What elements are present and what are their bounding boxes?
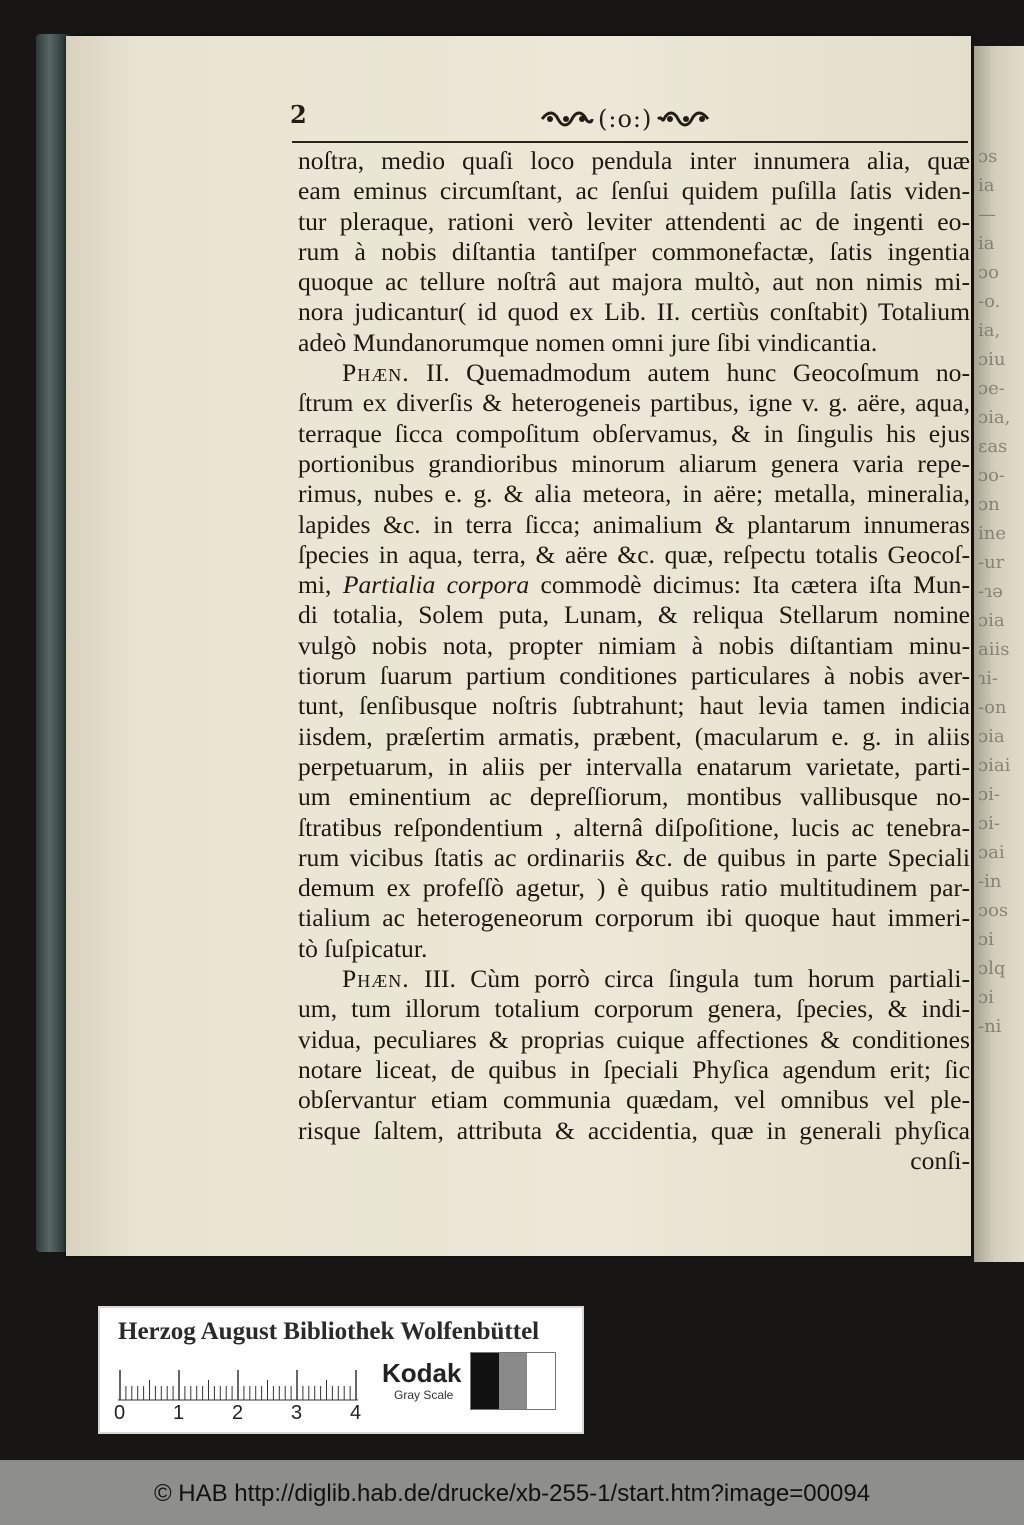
show-through-fragment: -o.	[978, 291, 1001, 312]
text-line: di totalia, Solem puta, Lunam, & reliqua Stellarum nomine	[298, 600, 970, 630]
show-through-fragment: -in	[978, 871, 1002, 892]
text-line-phaen-iii	[298, 964, 970, 994]
show-through-fragment: ɔiu	[978, 349, 1006, 370]
show-through-fragment: ia,	[978, 320, 1001, 341]
phaen-marker: Phæn.	[342, 358, 410, 388]
phaen-ii-text: II. Quemadmodum autem hunc Geocoſmum no-	[426, 358, 970, 388]
show-through-fragment: ɔi-	[978, 813, 1000, 834]
text-line: quoque ac tellure noſtrâ aut majora multò, aut non nimis mi-	[298, 267, 970, 297]
show-through-fragment: ia	[978, 233, 995, 254]
text-line: um, tum illorum totalium corporum genera, ſpecies, & indi-	[298, 994, 970, 1024]
show-through-fragment: ɔe-	[978, 378, 1005, 399]
body-text	[298, 146, 970, 1176]
text-line: noſtra, medio quaſi loco pendula inter innumera alia, quæ	[298, 146, 970, 175]
text-line: ſpecies in aqua, terra, & aëre &c. quæ, reſpectu totalis Geocoſ-	[298, 539, 970, 569]
phaen-iii-text: III. Cùm porrò circa ſingula tum horum partiali-	[423, 964, 970, 994]
text-line: notare liceat, de quibus in ſpeciali Phyſica agendum erit; ſic	[298, 1054, 970, 1084]
text-line: rum vicibus ſtatis ac ordinariis &c. de quibus in parte Speciali	[298, 842, 970, 872]
show-through-fragment: ɔos	[978, 900, 1009, 921]
show-through-fragment: -ni	[978, 1016, 1002, 1037]
gray-scale-patches	[470, 1352, 556, 1410]
ruler-number: 2	[232, 1402, 244, 1424]
text-line: tialium ac heterogeneorum corporum ibi quoque haut immeri-	[298, 903, 970, 933]
text-line: tunt, ſenſibusque noſtris ſubtrahunt; haut levia tamen indicia	[298, 691, 970, 721]
ornament-left-icon	[540, 109, 594, 129]
show-through-fragment: ɛas	[978, 436, 1008, 457]
text-line: rum à nobis diſtantia tantiſper commonefactæ, ſatis ingentia	[298, 236, 970, 266]
italic-phrase: Partialia corpora	[342, 570, 530, 600]
kodak-subtitle: Gray Scale	[394, 1388, 454, 1402]
library-name: Herzog August Bibliothek Wolfenbüttel	[118, 1318, 540, 1345]
show-through-fragment: ɔo-	[978, 465, 1005, 486]
text-line-partialia	[298, 570, 970, 600]
text-line: lapides &c. in terra ſicca; animalium & plantarum innumeras	[298, 509, 970, 539]
page-number: 2	[290, 100, 307, 129]
show-through-fragment: ine	[978, 523, 1007, 544]
text-line: iisdem, præſertim armatis, præbent, (macularum e. g. in aliis	[298, 721, 970, 751]
next-page-edge	[974, 46, 1024, 1262]
show-through-fragment: -ɿə	[978, 581, 1003, 602]
text-line: nora judicantur( id quod ex Lib. II. certiùs conſtabit) Totalium	[298, 297, 970, 327]
show-through-fragment: ɔi	[978, 929, 994, 950]
show-through-fragment: ɔia	[978, 726, 1005, 747]
headpiece	[540, 103, 710, 135]
text-line: rimus, nubes e. g. & alia meteora, in aëre; metalla, mineralia,	[298, 479, 970, 509]
text-line: ſtratibus reſpondentium , alternâ diſpoſitione, lucis ac tenebra-	[298, 812, 970, 842]
ruler-number: 0	[114, 1402, 126, 1424]
text-line: risque ſaltem, attributa & accidentia, quæ in generali phyſica	[298, 1115, 970, 1145]
text-line: tò ſuſpicatur.	[298, 933, 428, 963]
text-fragment: mi,	[298, 570, 332, 600]
show-through-fragment: -on	[978, 697, 1007, 718]
show-through-fragment: —	[978, 204, 996, 225]
show-through-fragment: ia	[978, 175, 995, 196]
show-through-fragment: aiis	[978, 639, 1010, 660]
ornament-right-icon	[656, 109, 710, 129]
page-edge	[36, 34, 70, 1252]
library-label-card	[98, 1306, 584, 1434]
header-rule	[292, 141, 968, 143]
text-line: vulgò nobis nota, propter nimiam à nobis diſtantiam minu-	[298, 630, 970, 660]
gray-patch-mid	[499, 1353, 527, 1409]
gray-patch-dark	[471, 1353, 499, 1409]
ruler-number: 3	[291, 1402, 303, 1424]
show-through-fragment: ɔi	[978, 987, 994, 1008]
gray-patch-light	[527, 1353, 555, 1409]
text-line-phaen-ii	[298, 358, 970, 388]
catchword: conſi-	[910, 1145, 970, 1175]
text-line: um eminentium ac depreſſiorum, montibus vallibusque no-	[298, 782, 970, 812]
text-line: ſtrum ex diverſis & heterogeneis partibus, igne v. g. aëre, aqua,	[298, 388, 970, 418]
header-label: (:o:)	[598, 105, 653, 133]
text-line: perpetuarum, in aliis per intervalla enatarum varietate, parti-	[298, 751, 970, 781]
show-through-fragment: ɔn	[978, 494, 1000, 515]
show-through-fragment: ɔs	[978, 146, 998, 167]
show-through-fragment: ɔiai	[978, 755, 1011, 776]
show-through-fragment: ɔia	[978, 610, 1005, 631]
text-line: portionibus grandioribus minorum aliarum genera varia repe-	[298, 448, 970, 478]
show-through-fragment: ɔo	[978, 262, 999, 283]
ruler-number: 1	[173, 1402, 185, 1424]
show-through-fragment: ɔia,	[978, 407, 1011, 428]
kodak-logo-text: Kodak	[382, 1358, 462, 1388]
text-line: eam eminus circumſtant, ac ſenſui quidem puſilla ſatis viden-	[298, 176, 970, 206]
text-line: tur pleraque, rationi verò leviter attendenti ac de ingenti eo-	[298, 206, 970, 236]
ruler-scale	[118, 1366, 368, 1404]
credit-line: © HAB http://diglib.hab.de/drucke/xb-255-1/start.htm?image=00094	[153, 1480, 871, 1507]
text-line: adeò Mundanorumque nomen omni jure ſibi vindicantia.	[298, 327, 878, 357]
text-line: vidua, peculiares & proprias cuique affectiones & conditiones	[298, 1024, 970, 1054]
text-line: obſervantur etiam communia quædam, vel omnibus vel ple-	[298, 1085, 970, 1115]
show-through-fragment: -ur	[978, 552, 1005, 573]
text-line: demum ex profeſſò agetur, ) è quibus ratio multitudinem par-	[298, 873, 970, 903]
show-through-fragment: ɔi-	[978, 784, 1000, 805]
ruler-number: 4	[350, 1402, 362, 1424]
text-line: tiorum ſuarum partium conditiones particulares à nobis aver-	[298, 661, 970, 691]
phaen-marker: Phæn.	[342, 964, 410, 994]
text-line: terraque ſicca compoſitum obſervamus, & in ſingulis his ejus	[298, 418, 970, 448]
show-through-fragment: ɿi-	[978, 668, 998, 689]
show-through-fragment: ɔai	[978, 842, 1005, 863]
show-through-fragment: ɔlq	[978, 958, 1006, 979]
text-fragment: commodè dicimus: Ita cætera iſta Mun-	[540, 570, 970, 600]
